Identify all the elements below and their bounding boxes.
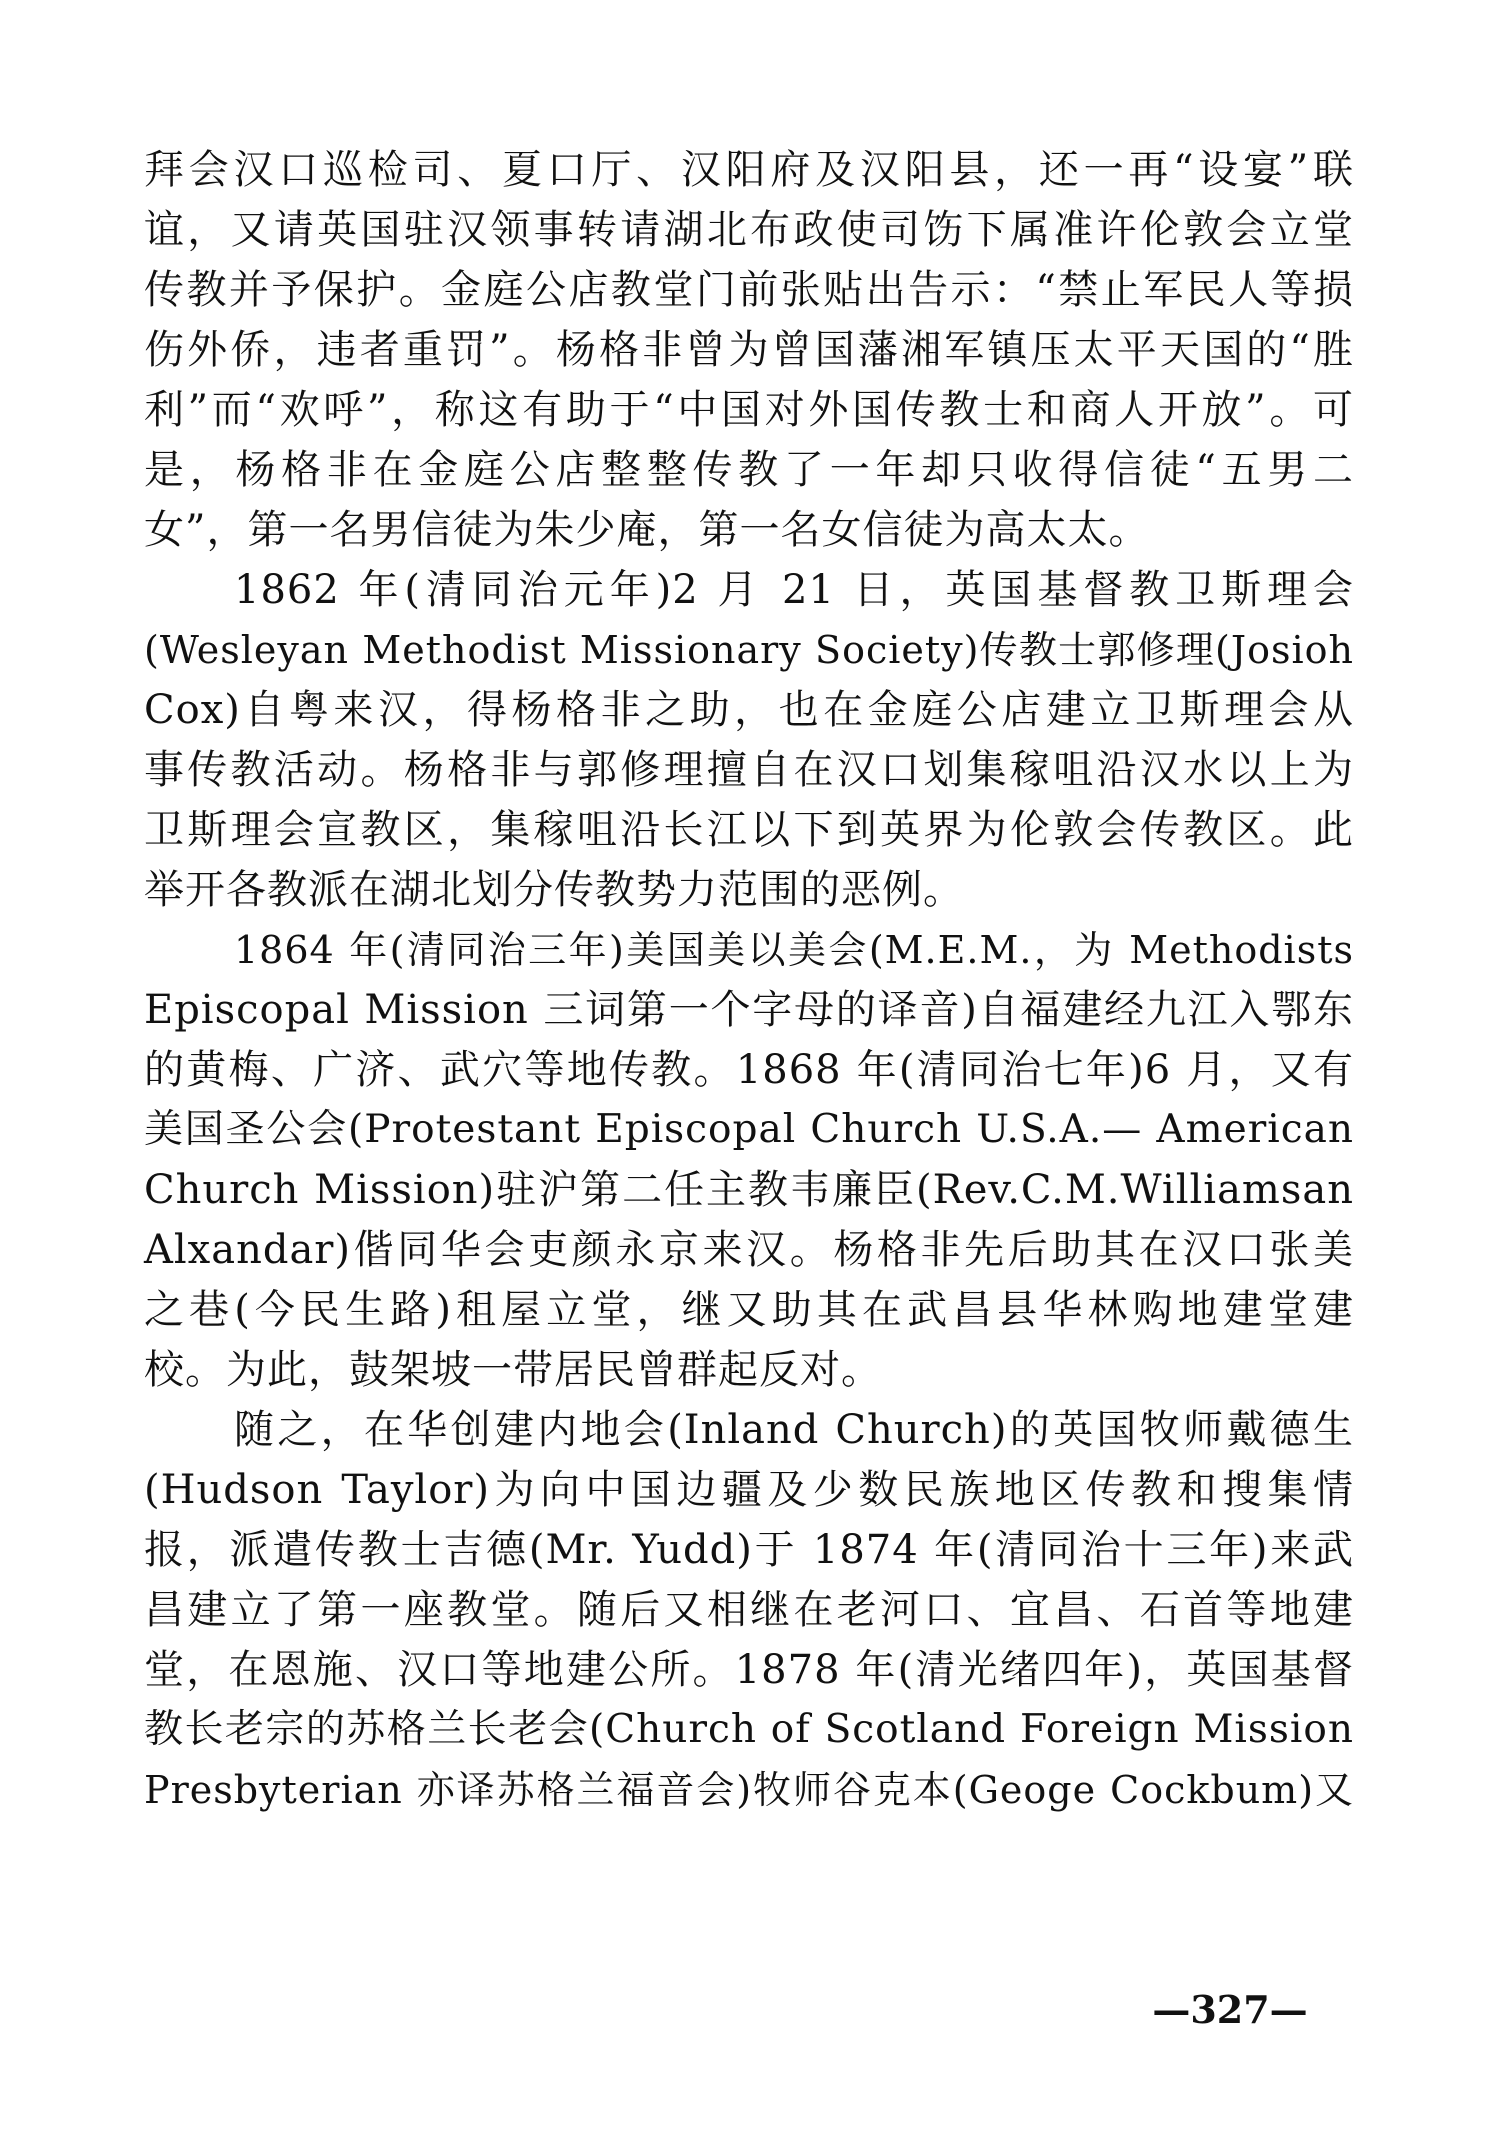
text-line: 随之，在华创建内地会(Inland Church)的英国牧师戴德生 — [234, 1407, 1354, 1453]
text-line: 之巷(今民生路)租屋立堂，继又助其在武昌县华林购地建堂建 — [144, 1287, 1354, 1333]
text-line: Alxandar)偕同华会吏颜永京来汉。杨格非先后助其在汉口张美 — [144, 1227, 1354, 1273]
text-line: 女”，第一名男信徒为朱少庵，第一名女信徒为高太太。 — [144, 507, 1150, 553]
text-line: 昌建立了第一座教堂。随后又相继在老河口、宜昌、石首等地建 — [144, 1587, 1354, 1633]
body-text — [144, 140, 1354, 1820]
text-line: 堂，在恩施、汉口等地建公所。1878 年(清光绪四年)，英国基督 — [144, 1647, 1354, 1693]
text-line: Church Mission)驻沪第二任主教韦廉臣(Rev.C.M.Williamsan — [144, 1167, 1354, 1213]
text-line: 1862 年(清同治元年)2 月 21 日，英国基督教卫斯理会 — [234, 567, 1354, 613]
text-line: 事传教活动。杨格非与郭修理擅自在汉口划集稼咀沿汉水以上为 — [144, 747, 1354, 793]
text-line: 卫斯理会宣教区，集稼咀沿长江以下到英界为伦敦会传教区。此 — [144, 807, 1354, 853]
text-line: 拜会汉口巡检司、夏口厅、汉阳府及汉阳县，还一再“设宴”联 — [144, 147, 1354, 193]
text-line: 谊，又请英国驻汉领事转请湖北布政使司饬下属准许伦敦会立堂 — [144, 207, 1354, 253]
text-line: Cox)自粤来汉，得杨格非之助，也在金庭公店建立卫斯理会从 — [144, 687, 1354, 733]
text-line: 1864 年(清同治三年)美国美以美会(M.E.M.，为 Methodists — [234, 928, 1354, 972]
text-line: 的黄梅、广济、武穴等地传教。1868 年(清同治七年)6 月，又有 — [144, 1047, 1354, 1093]
text-line: 报，派遣传教士吉德(Mr. Yudd)于 1874 年(清同治十三年)来武 — [144, 1527, 1354, 1573]
text-line: Presbyterian 亦译苏格兰福音会)牧师谷克本(Geoge Cockbum)又 — [144, 1768, 1354, 1812]
text-line: 利”而“欢呼”，称这有助于“中国对外国传教士和商人开放”。可 — [144, 387, 1354, 433]
text-line: 教长老宗的苏格兰长老会(Church of Scotland Foreign Mission — [144, 1707, 1354, 1752]
text-line: 伤外侨，违者重罚”。杨格非曾为曾国藩湘军镇压太平天国的“胜 — [144, 327, 1354, 373]
text-line: 美国圣公会(Protestant Episcopal Church U.S.A.— American — [144, 1107, 1354, 1152]
text-line: 传教并予保护。金庭公店教堂门前张贴出告示：“禁止军民人等损 — [144, 267, 1354, 313]
text-line: 是，杨格非在金庭公店整整传教了一年却只收得信徒“五男二 — [144, 447, 1354, 493]
text-line: 举开各教派在湖北划分传教势力范围的恶例。 — [144, 867, 964, 913]
text-line: (Wesleyan Methodist Missionary Society)传教士郭修理(Josioh — [144, 628, 1354, 672]
page-number: —327— — [1152, 1987, 1308, 2032]
text-line: 校。为此，鼓架坡一带居民曾群起反对。 — [144, 1347, 882, 1393]
text-line: (Hudson Taylor)为向中国边疆及少数民族地区传教和搜集情 — [144, 1467, 1354, 1513]
text-line: Episcopal Mission 三词第一个字母的译音)自福建经九江入鄂东 — [144, 987, 1354, 1033]
